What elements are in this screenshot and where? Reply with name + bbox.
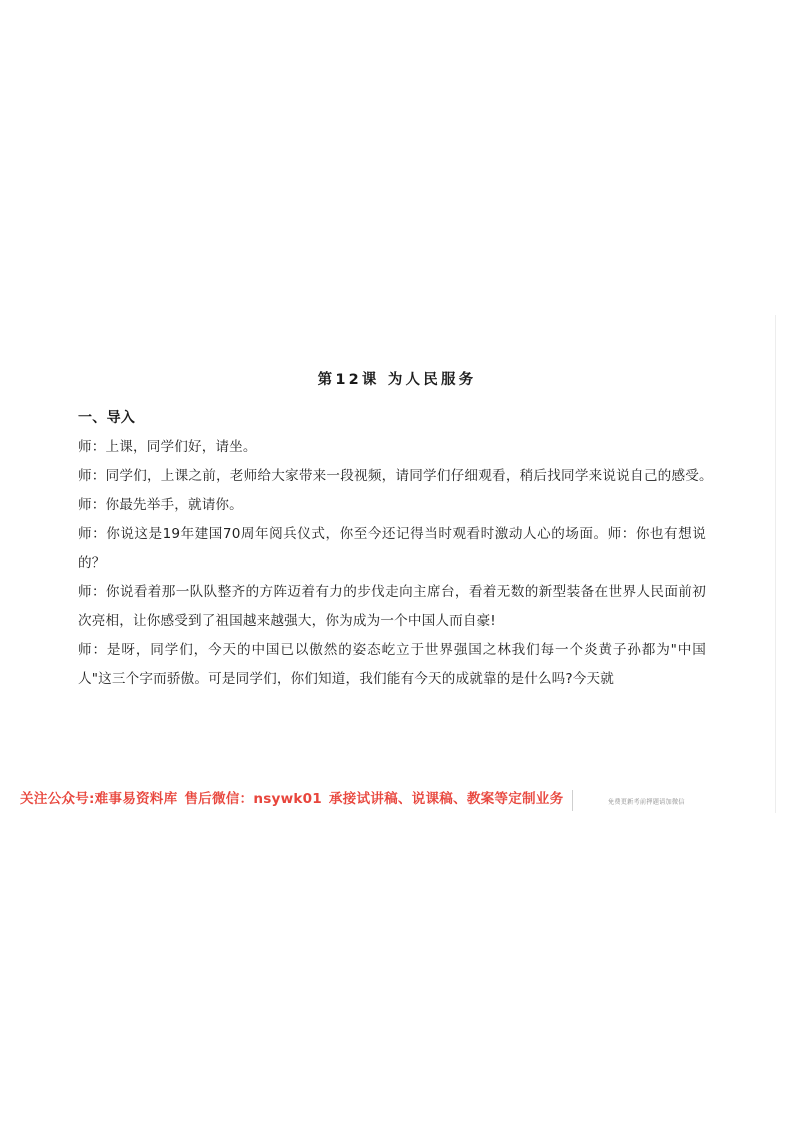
paragraph: 师：上课，同学们好，请坐。: [78, 439, 257, 455]
paragraph: 师：你说这是19年建国70周年阅兵仪式，你至今还记得当时观看时激动人心的场面。师：你也有想说的？: [78, 526, 706, 571]
document-body: [78, 404, 725, 694]
watermark-services: 承接试讲稿、说课稿、教案等定制业务: [328, 791, 564, 807]
watermark-divider: [572, 790, 573, 811]
paragraph: 师：是呀，同学们，今天的中国已以傲然的姿态屹立于世界强国之林我们每一个炎黄子孙都为"中国人"这三个字而骄傲。可是同学们，你们知道，我们能有今天的成就靠的是什么吗?今天就: [78, 642, 706, 687]
watermark-official-account: 关注公众号:难事易资料库: [20, 791, 178, 807]
paragraph: 师：同学们，上课之前，老师给大家带来一段视频，请同学们仔细观看，稍后找同学来说说自己的感受。 师：你最先举手，就请你。: [78, 468, 725, 513]
section-heading-introduction: 一、导入: [78, 410, 136, 426]
watermark-promo-text: [20, 788, 563, 810]
watermark-wechat-id: nsywk01: [253, 791, 322, 807]
page-edge-rule: [775, 315, 776, 813]
paragraph: 师：你说看着那一队队整齐的方阵迈着有力的步伐走向主席台，看着无数的新型装备在世界人民面前初次亮相，让你感受到了祖国越来越强大，你为成为一个中国人而自豪!: [78, 584, 706, 629]
watermark-note: 免费更新考前押题请加微信: [608, 798, 685, 806]
document-title: 第12课 为人民服务: [317, 372, 477, 388]
watermark-banner: [20, 788, 774, 814]
watermark-support-label: 售后微信：: [184, 791, 254, 807]
